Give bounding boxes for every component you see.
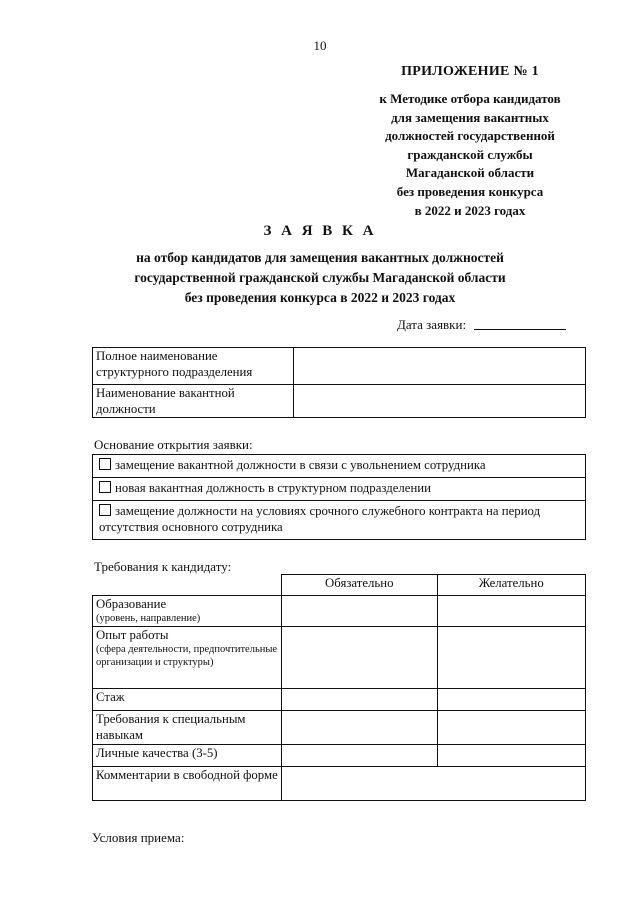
basis-option-label: замещение вакантной должности в связи с увольнением сотрудника [115, 458, 486, 472]
desired-value-cell[interactable] [437, 596, 585, 627]
appendix-line: Магаданской области [405, 165, 535, 181]
requirement-cell [93, 711, 282, 745]
appendix-line: к Методике отбора кандидатов [379, 91, 561, 106]
requirements-label: Требования к кандидату: [94, 559, 232, 574]
required-value-cell[interactable] [282, 745, 438, 767]
requirement-label: Опыт работы [96, 628, 169, 642]
appendix-line: для замещения вакантных [391, 109, 549, 125]
requirement-label: Требования к специальным навыкам [96, 712, 246, 742]
desired-value-cell[interactable] [437, 689, 585, 711]
table-row [93, 385, 586, 418]
requirement-label: Образование [96, 597, 167, 611]
desired-value-cell[interactable] [437, 711, 585, 745]
appendix-line: должностей государственной [385, 128, 555, 144]
requirement-label: Стаж [96, 690, 125, 704]
table-row [93, 348, 586, 385]
appendix-line: без проведения конкурса [396, 183, 544, 199]
checkbox-icon[interactable] [99, 504, 111, 516]
page-number: 10 [313, 38, 327, 53]
table-row [93, 501, 586, 540]
comments-label: Комментарии в свободной форме [93, 767, 282, 801]
table-row [93, 745, 586, 767]
requirements-table [92, 574, 586, 801]
basis-option[interactable] [93, 478, 586, 501]
basis-label: Основание открытия заявки: [94, 437, 253, 452]
appendix-subtitle [320, 90, 620, 220]
appendix-line: в 2022 и 2023 годах [414, 202, 526, 218]
basis-options-table [92, 454, 586, 540]
form-subtitle-line: государственной гражданской службы Магаданской области [134, 270, 506, 285]
table-row [93, 627, 586, 689]
basis-option[interactable] [93, 455, 586, 478]
comments-value-cell[interactable] [282, 767, 586, 801]
table-header-row [93, 575, 586, 596]
row-label: Полное наименование структурного подразделения [93, 348, 294, 385]
table-row [93, 478, 586, 501]
date-blank-field[interactable] [474, 317, 566, 330]
header-empty-cell [93, 575, 282, 596]
form-title: З А Я В К А [263, 223, 377, 239]
checkbox-icon[interactable] [99, 481, 111, 493]
requirement-cell [93, 745, 282, 767]
desired-value-cell[interactable] [437, 627, 585, 689]
table-row [93, 596, 586, 627]
requirement-label: Личные качества (3-5) [96, 746, 218, 760]
table-row [93, 689, 586, 711]
form-subtitle-line: без проведения конкурса в 2022 и 2023 годах [184, 290, 456, 305]
form-subtitle [0, 248, 640, 308]
table-row [93, 711, 586, 745]
application-date [397, 317, 566, 333]
required-value-cell[interactable] [282, 627, 438, 689]
requirement-cell [93, 627, 282, 689]
row-value-cell[interactable] [294, 348, 586, 385]
basis-option-label: замещение должности на условиях срочного служебного контракта на период отсутствия основного сотрудника [99, 504, 541, 534]
required-value-cell[interactable] [282, 689, 438, 711]
row-label: Наименование вакантной должности [93, 385, 294, 418]
row-value-cell[interactable] [294, 385, 586, 418]
form-subtitle-line: на отбор кандидатов для замещения вакантных должностей [136, 250, 504, 265]
position-table [92, 347, 586, 418]
appendix-title: ПРИЛОЖЕНИЕ № 1 [401, 64, 539, 79]
table-row [93, 455, 586, 478]
required-value-cell[interactable] [282, 596, 438, 627]
table-row [93, 767, 586, 801]
basis-option[interactable] [93, 501, 586, 540]
required-value-cell[interactable] [282, 711, 438, 745]
basis-option-label: новая вакантная должность в структурном подразделении [115, 481, 431, 495]
requirement-cell [93, 596, 282, 627]
column-header-desired: Желательно [437, 575, 585, 596]
column-header-required: Обязательно [282, 575, 438, 596]
appendix-line: гражданской службы [407, 146, 533, 162]
requirement-note: (уровень, направление) [96, 613, 201, 624]
requirement-note: (сфера деятельности, предпочтительные организации и структуры) [96, 644, 278, 668]
date-label: Дата заявки: [397, 317, 467, 332]
checkbox-icon[interactable] [99, 458, 111, 470]
requirement-cell [93, 689, 282, 711]
conditions-label: Условия приема: [92, 830, 185, 845]
desired-value-cell[interactable] [437, 745, 585, 767]
